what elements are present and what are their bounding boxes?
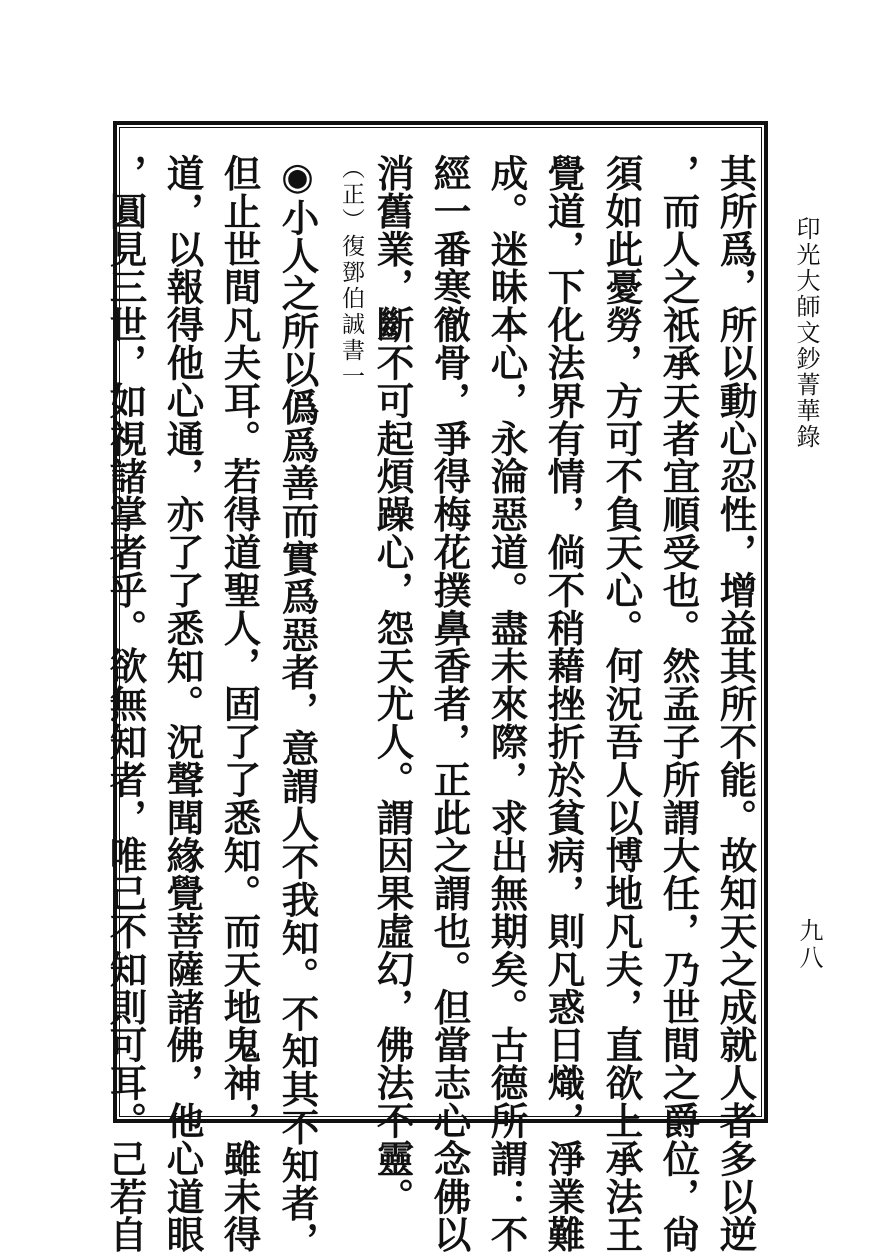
text-column: 成。迷昧本心，永淪惡道。盡未來際，求出無期矣。古德所謂：不 bbox=[484, 154, 529, 1254]
text-column: 其所爲，所以動心忍性，增益其所不能。故知天之成就人者多以逆 bbox=[713, 154, 758, 1254]
text-column: 消舊業，斷不可起煩躁心，怨天尤人。謂因果虛幻，佛法不靈。 bbox=[370, 154, 415, 1216]
text-column: 但止世間凡夫耳。若得道聖人，固了了悉知。而天地鬼神，雖未得 bbox=[217, 154, 262, 1254]
page-number: 九八 bbox=[795, 918, 823, 972]
text-column: ◉小人之所以僞爲善而實爲惡者，意謂人不我知。不知其不知者， bbox=[275, 154, 320, 1260]
text-column: ，圓見三世，如視諸掌者乎。欲無知者，唯己不知則可耳。己若自 bbox=[103, 154, 148, 1254]
text-column: 經一番寒徹骨，爭得梅花撲鼻香者，正此之謂也。但當志心念佛以 bbox=[427, 154, 472, 1254]
text-column: ，而人之祇承天者宜順受也。然孟子所謂大任，乃世間之爵位，尙 bbox=[656, 154, 701, 1254]
source-note: （正）復鄧伯誠書一 bbox=[338, 156, 364, 390]
text-column: 覺道，下化法界有情，倘不稍藉挫折於貧病，則凡惑日熾，淨業難 bbox=[541, 154, 586, 1254]
text-column: 須如此憂勞，方可不負天心。何況吾人以博地凡夫，直欲上承法王 bbox=[599, 154, 644, 1254]
text-column: 道，以報得他心通，亦了了悉知。況聲聞緣覺菩薩諸佛，他心道眼 bbox=[160, 154, 205, 1254]
running-header: 印光大師文鈔菁華錄 bbox=[792, 216, 820, 450]
